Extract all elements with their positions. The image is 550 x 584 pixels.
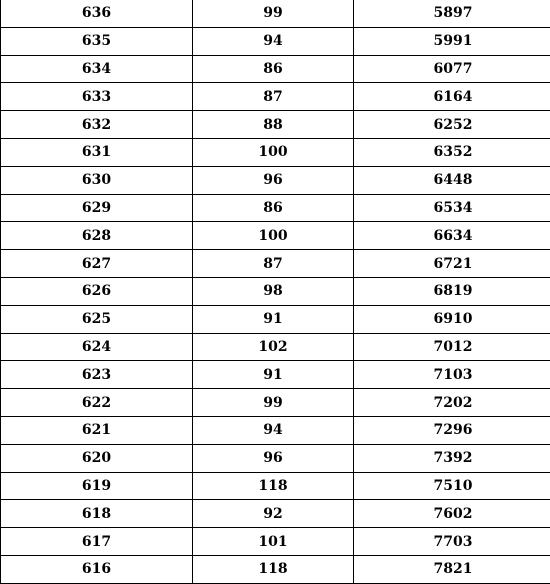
table-row <box>1 55 550 83</box>
table-row <box>1 222 550 250</box>
table-row <box>1 138 550 166</box>
score-cell: 621 <box>1 416 193 444</box>
score-cell: 635 <box>1 27 193 55</box>
cumulative-cell: 6634 <box>354 222 550 250</box>
count-cell: 86 <box>193 194 354 222</box>
count-cell: 99 <box>193 0 354 27</box>
count-cell: 102 <box>193 333 354 361</box>
table-row <box>1 416 550 444</box>
table-row <box>1 111 550 139</box>
table-row <box>1 389 550 417</box>
score-cell: 632 <box>1 111 193 139</box>
table-row <box>1 27 550 55</box>
score-cell: 631 <box>1 138 193 166</box>
cumulative-cell: 6252 <box>354 111 550 139</box>
cumulative-cell: 7602 <box>354 500 550 528</box>
count-cell: 98 <box>193 277 354 305</box>
cumulative-cell: 7510 <box>354 472 550 500</box>
table-row <box>1 472 550 500</box>
table-row <box>1 555 550 583</box>
cumulative-cell: 7103 <box>354 361 550 389</box>
score-cell: 629 <box>1 194 193 222</box>
cumulative-cell: 6077 <box>354 55 550 83</box>
table-row <box>1 500 550 528</box>
count-cell: 118 <box>193 555 354 583</box>
table-row <box>1 444 550 472</box>
count-cell: 87 <box>193 83 354 111</box>
table-row <box>1 194 550 222</box>
cumulative-cell: 6534 <box>354 194 550 222</box>
cumulative-cell: 7296 <box>354 416 550 444</box>
table-row <box>1 277 550 305</box>
score-cell: 624 <box>1 333 193 361</box>
score-cell: 628 <box>1 222 193 250</box>
count-cell: 86 <box>193 55 354 83</box>
count-cell: 88 <box>193 111 354 139</box>
count-cell: 91 <box>193 361 354 389</box>
count-cell: 91 <box>193 305 354 333</box>
score-cell: 634 <box>1 55 193 83</box>
count-cell: 96 <box>193 166 354 194</box>
score-cell: 620 <box>1 444 193 472</box>
cumulative-cell: 7821 <box>354 555 550 583</box>
table-row <box>1 83 550 111</box>
cumulative-cell: 6721 <box>354 250 550 278</box>
cumulative-cell: 6352 <box>354 138 550 166</box>
count-cell: 101 <box>193 528 354 556</box>
score-cell: 622 <box>1 389 193 417</box>
cumulative-cell: 5897 <box>354 0 550 27</box>
score-cell: 636 <box>1 0 193 27</box>
score-cell: 619 <box>1 472 193 500</box>
table-row <box>1 333 550 361</box>
table-body <box>1 0 550 583</box>
score-cell: 617 <box>1 528 193 556</box>
count-cell: 96 <box>193 444 354 472</box>
cumulative-cell: 6819 <box>354 277 550 305</box>
count-cell: 94 <box>193 27 354 55</box>
cumulative-cell: 6910 <box>354 305 550 333</box>
score-cell: 627 <box>1 250 193 278</box>
table-row <box>1 250 550 278</box>
table-row <box>1 166 550 194</box>
table-row <box>1 305 550 333</box>
cumulative-cell: 5991 <box>354 27 550 55</box>
score-cell: 633 <box>1 83 193 111</box>
score-cell: 616 <box>1 555 193 583</box>
table-row <box>1 528 550 556</box>
score-cell: 625 <box>1 305 193 333</box>
cumulative-cell: 7202 <box>354 389 550 417</box>
count-cell: 100 <box>193 222 354 250</box>
score-cell: 618 <box>1 500 193 528</box>
score-cell: 623 <box>1 361 193 389</box>
count-cell: 87 <box>193 250 354 278</box>
score-cell: 626 <box>1 277 193 305</box>
cumulative-cell: 7392 <box>354 444 550 472</box>
count-cell: 92 <box>193 500 354 528</box>
count-cell: 94 <box>193 416 354 444</box>
cumulative-cell: 7012 <box>354 333 550 361</box>
count-cell: 118 <box>193 472 354 500</box>
table-row <box>1 0 550 27</box>
score-cell: 630 <box>1 166 193 194</box>
count-cell: 99 <box>193 389 354 417</box>
table-row <box>1 361 550 389</box>
cumulative-cell: 6164 <box>354 83 550 111</box>
cumulative-cell: 6448 <box>354 166 550 194</box>
count-cell: 100 <box>193 138 354 166</box>
cumulative-cell: 7703 <box>354 528 550 556</box>
